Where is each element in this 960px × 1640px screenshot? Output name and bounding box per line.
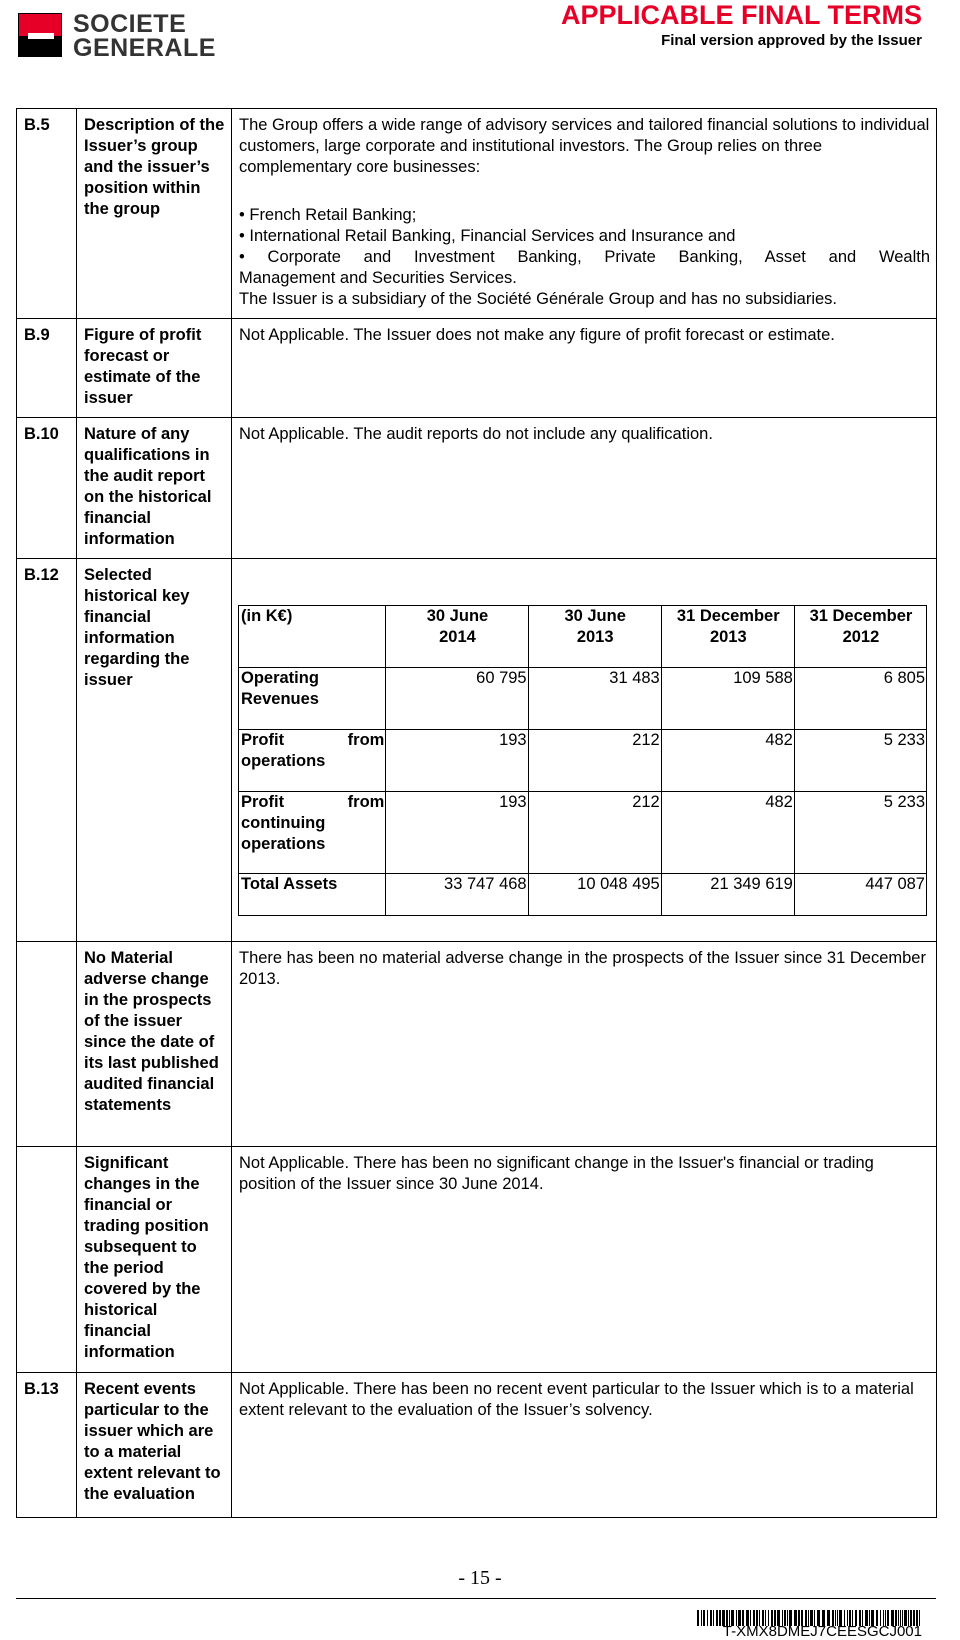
element-code — [17, 1147, 77, 1373]
element-label: Significant changes in the financial or trading position subsequent to the period covered by the historical financial information — [77, 1147, 232, 1373]
element-code — [17, 942, 77, 1147]
table-cell: 5 233 — [794, 730, 926, 792]
document-subtitle: Final version approved by the Issuer — [661, 32, 922, 49]
summary-row-b9 — [17, 319, 937, 418]
table-cell: 482 — [661, 730, 794, 792]
table-cell: 447 087 — [794, 874, 926, 916]
column-header: 31 December 2012 — [794, 606, 926, 668]
table-cell: 212 — [528, 730, 661, 792]
page-header — [0, 0, 960, 100]
societe-generale-logo — [18, 10, 248, 62]
summary-row-b12 — [17, 559, 937, 942]
table-cell: 21 349 619 — [661, 874, 794, 916]
table-cell: 6 805 — [794, 668, 926, 730]
element-code: B.10 — [17, 418, 77, 559]
element-content: There has been no material adverse change in the prospects of the Issuer since 31 December 2013. — [232, 942, 937, 1147]
summary-row-no-material-change — [17, 942, 937, 1147]
table-row — [239, 874, 927, 916]
element-label: Selected historical key financial information regarding the issuer — [77, 559, 232, 942]
element-content: Not Applicable. There has been no recent event particular to the Issuer which is to a material extent relevant to the evaluation of the Issuer’s solvency. — [232, 1373, 937, 1518]
element-content: Not Applicable. The audit reports do not include any qualification. — [232, 418, 937, 559]
logo-mark-icon — [18, 13, 62, 57]
page-number: - 15 - — [458, 1567, 502, 1589]
list-item-continuation: Management and Securities Services. — [239, 269, 517, 287]
logo-wordmark — [73, 12, 216, 60]
table-cell: 31 483 — [528, 668, 661, 730]
table-row — [239, 792, 927, 874]
table-cell: 193 — [386, 792, 528, 874]
element-content — [232, 109, 937, 319]
table-row — [239, 668, 927, 730]
element-label: Description of the Issuer’s group and the issuer’s position within the group — [77, 109, 232, 319]
document-title-block — [561, 0, 922, 51]
row-label: Total Assets — [239, 874, 386, 916]
element-label: Nature of any qualifications in the audit report on the historical financial information — [77, 418, 232, 559]
summary-table — [16, 108, 937, 1518]
summary-row-b5 — [17, 109, 937, 319]
footer-divider — [16, 1598, 936, 1599]
element-label: Recent events particular to the issuer which are to a material extent relevant to the evaluation — [77, 1373, 232, 1518]
row-label: Profit from operations — [239, 730, 386, 792]
document-title: APPLICABLE FINAL TERMS — [560, 0, 922, 30]
group-intro: The Group offers a wide range of advisory services and tailored financial solutions to individual customers, large corporate and institutional investors. The Group relies on three complementary core businesses: — [239, 116, 930, 176]
summary-row-b13 — [17, 1373, 937, 1518]
element-content: Not Applicable. The Issuer does not make any figure of profit forecast or estimate. — [232, 319, 937, 418]
unit-label: (in K€) — [239, 606, 386, 668]
table-header-row — [239, 606, 927, 668]
element-code: B.9 — [17, 319, 77, 418]
table-row — [239, 730, 927, 792]
element-content: Not Applicable. There has been no significant change in the Issuer's financial or trading position of the Issuer since 30 June 2014. — [232, 1147, 937, 1373]
financial-information-table — [238, 605, 927, 916]
column-header: 31 December 2013 — [661, 606, 794, 668]
logo-line-2: GENERALE — [73, 34, 216, 62]
element-label: No Material adverse change in the prospects of the issuer since the date of its last published audited financial statements — [77, 942, 232, 1147]
element-content — [232, 559, 937, 942]
list-item: • French Retail Banking; — [239, 206, 417, 224]
table-cell: 5 233 — [794, 792, 926, 874]
table-cell: 193 — [386, 730, 528, 792]
row-label: Operating Revenues — [239, 668, 386, 730]
core-businesses-list — [239, 205, 930, 289]
table-cell: 212 — [528, 792, 661, 874]
table-cell: 482 — [661, 792, 794, 874]
element-code: B.5 — [17, 109, 77, 319]
column-header: 30 June 2014 — [386, 606, 528, 668]
document-code: T-XMX8DMEJ7CEESGCJ001 — [722, 1623, 922, 1640]
table-cell: 10 048 495 — [528, 874, 661, 916]
table-cell: 109 588 — [661, 668, 794, 730]
element-label: Figure of profit forecast or estimate of the issuer — [77, 319, 232, 418]
table-cell: 60 795 — [386, 668, 528, 730]
summary-row-significant-changes — [17, 1147, 937, 1373]
list-item: • Corporate and Investment Banking, Private Banking, Asset and Wealth — [239, 248, 930, 266]
element-code: B.13 — [17, 1373, 77, 1518]
summary-row-b10 — [17, 418, 937, 559]
table-cell: 33 747 468 — [386, 874, 528, 916]
column-header: 30 June 2013 — [528, 606, 661, 668]
logo-line-1: SOCIETE — [73, 10, 187, 38]
issuer-subsidiary-note: The Issuer is a subsidiary of the Société Générale Group and has no subsidiaries. — [239, 290, 837, 308]
element-code: B.12 — [17, 559, 77, 942]
row-label: Profit from continuing operations — [239, 792, 386, 874]
list-item: • International Retail Banking, Financial Services and Insurance and — [239, 227, 736, 245]
